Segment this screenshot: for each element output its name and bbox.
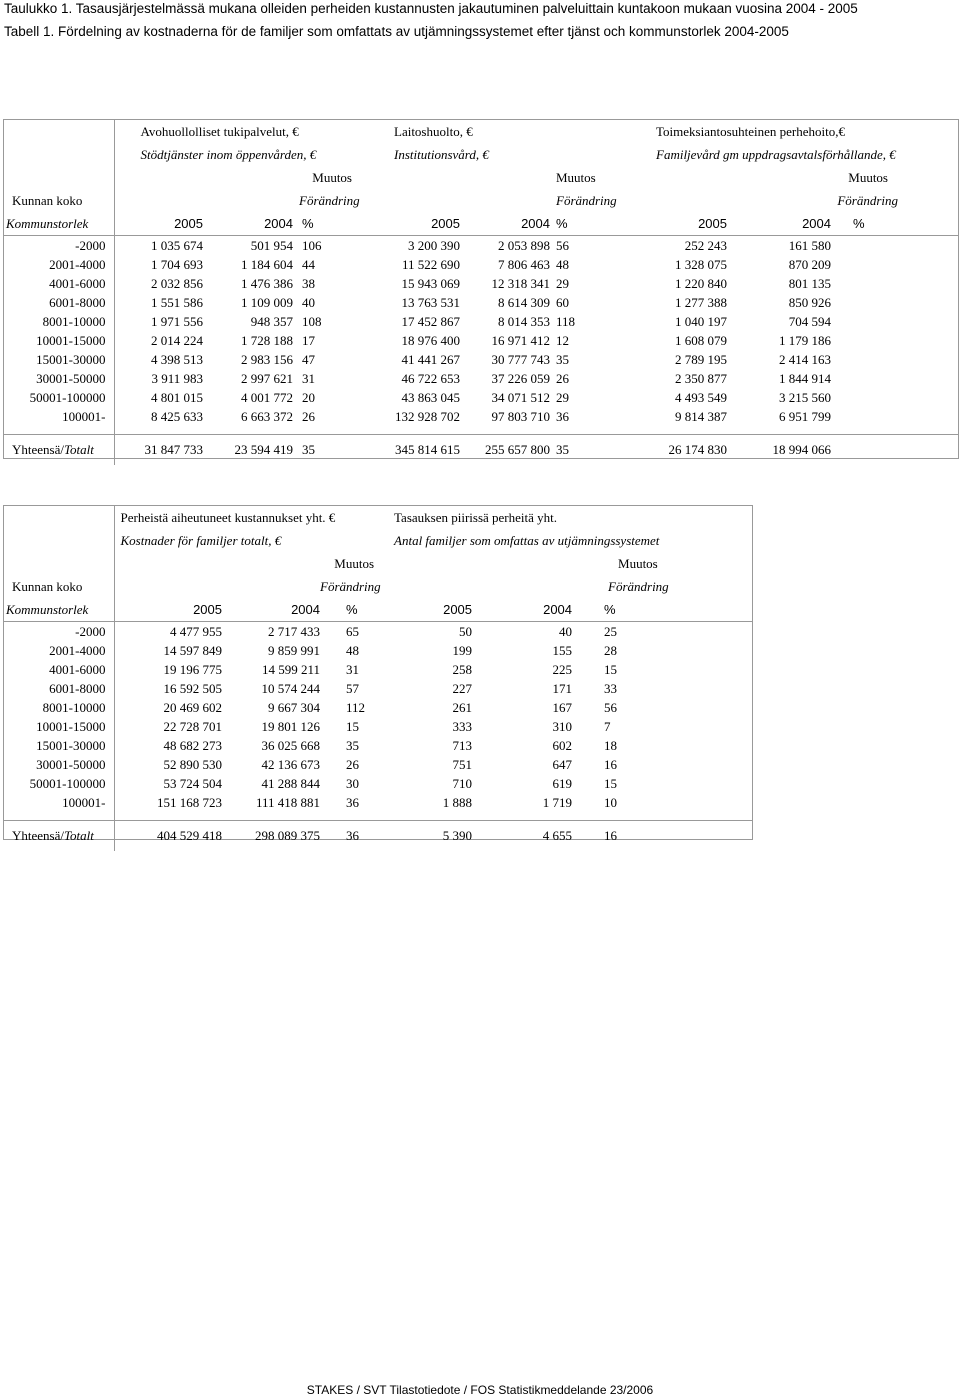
total-change-percent-cell: 16 xyxy=(590,821,752,852)
value-cell: 40 xyxy=(559,624,573,639)
value-cell: 151 168 723 xyxy=(157,795,222,810)
value-cell: 48 682 273 xyxy=(163,738,222,753)
value-cell: 8 614 309 xyxy=(498,295,550,310)
forandring-label-2: Förändring xyxy=(556,193,617,208)
table-row xyxy=(4,717,752,736)
table-row xyxy=(4,274,958,293)
value-cell: 647 xyxy=(552,757,573,772)
value-cell: 4 477 955 xyxy=(170,624,222,639)
group-header-fi-1: Perheistä aiheutuneet kustannukset yht. € xyxy=(120,510,336,525)
size-class-cell: 6001-8000 xyxy=(4,293,114,312)
value-cell: 46 722 653 xyxy=(401,371,460,386)
value-cell: 751 xyxy=(452,757,473,772)
total-label xyxy=(4,821,114,852)
value-cell: 199 xyxy=(452,643,473,658)
value-cell: 252 243 xyxy=(684,238,727,253)
value-cell: 11 522 690 xyxy=(401,257,460,272)
total-label-sv: Totalt xyxy=(63,442,94,457)
value-cell: 1 476 386 xyxy=(241,276,293,291)
value-cell: 870 209 xyxy=(788,257,831,272)
size-class-cell: -2000 xyxy=(4,236,114,256)
change-percent-cell: 26 xyxy=(302,409,315,424)
value-cell: 10 574 244 xyxy=(261,681,320,696)
year-2005-header: 2005 xyxy=(114,598,222,622)
total-label-sv: Totalt xyxy=(63,828,94,843)
group-header-fi-2: Laitoshuolto, € xyxy=(394,124,473,139)
percent-header: % xyxy=(299,212,356,236)
year-2005-header: 2005 xyxy=(608,212,733,236)
percent-header: % xyxy=(590,598,752,622)
change-percent-cell: 56 xyxy=(604,700,618,715)
total-label-fi: Yhteensä/ xyxy=(12,442,64,457)
value-cell: 9 859 991 xyxy=(268,643,320,658)
value-cell: 310 xyxy=(552,719,573,734)
value-cell: 1 035 674 xyxy=(151,238,203,253)
total-row xyxy=(4,435,958,466)
value-cell: 12 318 341 xyxy=(491,276,550,291)
value-cell: 1 184 604 xyxy=(241,257,293,272)
year-2004-header: 2004 xyxy=(466,212,556,236)
size-class-cell: 50001-100000 xyxy=(4,774,114,793)
size-class-cell: 8001-10000 xyxy=(4,312,114,331)
table-row xyxy=(4,331,958,350)
change-percent-cell: 118 xyxy=(556,314,576,329)
value-cell: 1 719 xyxy=(542,795,573,810)
change-percent-cell xyxy=(833,312,958,331)
value-cell: 2 414 163 xyxy=(779,352,831,367)
change-percent-cell: 35 xyxy=(346,738,359,753)
value-cell: 1 608 079 xyxy=(675,333,727,348)
total-value-cell: 298 089 375 xyxy=(222,821,320,852)
table-row xyxy=(4,350,958,369)
total-value-cell: 5 390 xyxy=(390,821,490,852)
value-cell: 2 717 433 xyxy=(268,624,320,639)
value-cell: 948 357 xyxy=(250,314,293,329)
page-footer: STAKES / SVT Tilastotiedote / FOS Statistikmeddelande 23/2006 xyxy=(306,1383,654,1397)
total-value-cell: 4 655 xyxy=(490,821,590,852)
kunnan-koko-label: Kunnan koko xyxy=(4,189,114,212)
table-row xyxy=(4,407,958,426)
value-cell: 1 888 xyxy=(442,795,473,810)
size-class-cell: 100001- xyxy=(4,407,114,426)
group-header-sv-1: Kostnader för familjer totalt, € xyxy=(120,533,282,548)
kommunstorlek-label: Kommunstorlek xyxy=(4,598,114,622)
value-cell: 97 803 710 xyxy=(491,409,550,424)
change-percent-cell: 106 xyxy=(302,238,322,253)
change-percent-cell: 18 xyxy=(604,738,618,753)
size-class-cell: 10001-15000 xyxy=(4,717,114,736)
value-cell: 3 911 983 xyxy=(151,371,203,386)
kommunstorlek-label: Kommunstorlek xyxy=(4,212,114,236)
year-2004-header: 2004 xyxy=(222,598,320,622)
value-cell: 18 976 400 xyxy=(401,333,460,348)
value-cell: 1 328 075 xyxy=(675,257,727,272)
table-title-swedish: Tabell 1. Fördelning av kostnaderna för de familjer som omfattats av utjämningssystemet efter tjänst och kommunstorlek 2004-2005 xyxy=(4,24,789,39)
percent-header: % xyxy=(833,212,958,236)
change-percent-cell: 20 xyxy=(302,390,315,405)
change-percent-cell: 12 xyxy=(556,333,569,348)
value-cell: 7 806 463 xyxy=(498,257,550,272)
size-class-cell: 15001-30000 xyxy=(4,350,114,369)
change-percent-cell xyxy=(833,274,958,293)
change-percent-cell xyxy=(833,293,958,312)
value-cell: 36 025 668 xyxy=(261,738,320,753)
size-class-cell: 4001-6000 xyxy=(4,660,114,679)
value-cell: 6 951 799 xyxy=(779,409,831,424)
forandring-label-3: Förändring xyxy=(837,193,898,208)
table-row xyxy=(4,679,752,698)
value-cell: 8 014 353 xyxy=(498,314,550,329)
muutos-label-1: Muutos xyxy=(312,170,352,185)
value-cell: 30 777 743 xyxy=(491,352,550,367)
table-1 xyxy=(3,119,959,459)
table-row xyxy=(4,293,958,312)
size-class-cell: 10001-15000 xyxy=(4,331,114,350)
year-2005-header: 2005 xyxy=(114,212,209,236)
value-cell: 16 971 412 xyxy=(491,333,550,348)
change-percent-cell: 56 xyxy=(556,238,569,253)
value-cell: 111 418 881 xyxy=(255,795,320,810)
value-cell: 4 801 015 xyxy=(151,390,203,405)
group-header-sv-1: Stödtjänster inom öppenvården, € xyxy=(140,147,317,162)
group-header-sv-2: Institutionsvård, € xyxy=(394,147,489,162)
size-class-cell: 100001- xyxy=(4,793,114,812)
table-row xyxy=(4,736,752,755)
change-percent-cell: 40 xyxy=(302,295,315,310)
group-header-sv-3: Familjevård gm uppdragsavtalsförhållande, € xyxy=(656,147,896,162)
total-value-cell: 404 529 418 xyxy=(114,821,222,852)
value-cell: 4 398 513 xyxy=(151,352,203,367)
value-cell: 22 728 701 xyxy=(163,719,222,734)
change-percent-cell: 57 xyxy=(346,681,359,696)
value-cell: 1 728 188 xyxy=(241,333,293,348)
change-percent-cell: 30 xyxy=(346,776,359,791)
size-class-cell: 2001-4000 xyxy=(4,641,114,660)
total-change-percent-cell: 35 xyxy=(556,435,608,466)
value-cell: 1 551 586 xyxy=(151,295,203,310)
total-row xyxy=(4,821,752,852)
value-cell: 1 971 556 xyxy=(151,314,203,329)
value-cell: 20 469 602 xyxy=(163,700,222,715)
change-percent-cell: 15 xyxy=(604,662,618,677)
value-cell: 225 xyxy=(552,662,573,677)
value-cell: 8 425 633 xyxy=(151,409,203,424)
year-2005-header: 2005 xyxy=(356,212,466,236)
value-cell: 14 597 849 xyxy=(163,643,222,658)
value-cell: 41 441 267 xyxy=(401,352,460,367)
value-cell: 1 040 197 xyxy=(675,314,727,329)
value-cell: 50 xyxy=(459,624,473,639)
value-cell: 602 xyxy=(552,738,573,753)
value-cell: 4 001 772 xyxy=(241,390,293,405)
change-percent-cell xyxy=(833,236,958,256)
value-cell: 161 580 xyxy=(788,238,831,253)
year-2004-header: 2004 xyxy=(733,212,833,236)
change-percent-cell xyxy=(833,407,958,426)
value-cell: 3 215 560 xyxy=(779,390,831,405)
value-cell: 2 789 195 xyxy=(675,352,727,367)
change-percent-cell xyxy=(833,331,958,350)
size-class-cell: 30001-50000 xyxy=(4,755,114,774)
size-class-cell: 30001-50000 xyxy=(4,369,114,388)
value-cell: 9 814 387 xyxy=(675,409,727,424)
total-change-percent-cell xyxy=(833,435,958,466)
value-cell: 713 xyxy=(452,738,473,753)
value-cell: 171 xyxy=(552,681,573,696)
table-title-finnish: Taulukko 1. Tasausjärjestelmässä mukana olleiden perheiden kustannusten jakautuminen palveluittain kuntakoon mukaan vuosina 2004 - 2005 xyxy=(4,1,858,16)
change-percent-cell: 48 xyxy=(346,643,359,658)
value-cell: 4 493 549 xyxy=(675,390,727,405)
table-row xyxy=(4,774,752,793)
table-row xyxy=(4,698,752,717)
table-row xyxy=(4,388,958,407)
size-class-cell: 4001-6000 xyxy=(4,274,114,293)
value-cell: 155 xyxy=(552,643,573,658)
value-cell: 2 983 156 xyxy=(241,352,293,367)
change-percent-cell: 48 xyxy=(556,257,569,272)
table-row xyxy=(4,312,958,331)
table-row xyxy=(4,660,752,679)
table-row xyxy=(4,369,958,388)
change-percent-cell: 108 xyxy=(302,314,322,329)
value-cell: 52 890 530 xyxy=(163,757,222,772)
value-cell: 2 032 856 xyxy=(151,276,203,291)
value-cell: 15 943 069 xyxy=(401,276,460,291)
value-cell: 37 226 059 xyxy=(491,371,550,386)
table-row xyxy=(4,236,958,256)
change-percent-cell: 33 xyxy=(604,681,618,696)
value-cell: 1 220 840 xyxy=(675,276,727,291)
value-cell: 17 452 867 xyxy=(401,314,460,329)
total-value-cell: 26 174 830 xyxy=(608,435,733,466)
value-cell: 333 xyxy=(452,719,473,734)
size-class-cell: 6001-8000 xyxy=(4,679,114,698)
year-2004-header: 2004 xyxy=(209,212,299,236)
change-percent-cell: 16 xyxy=(604,757,618,772)
change-percent-cell: 7 xyxy=(604,719,611,734)
kunnan-koko-label: Kunnan koko xyxy=(4,575,114,598)
value-cell: 258 xyxy=(452,662,473,677)
size-class-cell: 2001-4000 xyxy=(4,255,114,274)
change-percent-cell xyxy=(833,369,958,388)
value-cell: 710 xyxy=(452,776,473,791)
change-percent-cell: 44 xyxy=(302,257,315,272)
value-cell: 13 763 531 xyxy=(401,295,460,310)
total-value-cell: 18 994 066 xyxy=(733,435,833,466)
value-cell: 850 926 xyxy=(788,295,831,310)
value-cell: 1 277 388 xyxy=(675,295,727,310)
value-cell: 2 014 224 xyxy=(151,333,203,348)
total-value-cell: 255 657 800 xyxy=(466,435,556,466)
change-percent-cell: 29 xyxy=(556,276,569,291)
change-percent-cell: 15 xyxy=(346,719,359,734)
value-cell: 261 xyxy=(452,700,473,715)
change-percent-cell: 26 xyxy=(556,371,569,386)
change-percent-cell: 26 xyxy=(346,757,359,772)
change-percent-cell: 31 xyxy=(346,662,359,677)
muutos-label-2: Muutos xyxy=(618,556,658,571)
group-header-fi-3: Toimeksiantosuhteinen perhehoito,€ xyxy=(656,124,845,139)
value-cell: 619 xyxy=(552,776,573,791)
year-2005-header: 2005 xyxy=(390,598,490,622)
table-row xyxy=(4,622,752,642)
value-cell: 1 844 914 xyxy=(779,371,831,386)
group-header-sv-2: Antal familjer som omfattas av utjämningssystemet xyxy=(394,533,660,548)
value-cell: 1 179 186 xyxy=(779,333,831,348)
value-cell: 53 724 504 xyxy=(163,776,222,791)
value-cell: 19 196 775 xyxy=(163,662,222,677)
value-cell: 2 350 877 xyxy=(675,371,727,386)
change-percent-cell: 36 xyxy=(556,409,569,424)
table-row xyxy=(4,755,752,774)
size-class-cell: 50001-100000 xyxy=(4,388,114,407)
value-cell: 16 592 505 xyxy=(163,681,222,696)
value-cell: 2 053 898 xyxy=(498,238,550,253)
value-cell: 41 288 844 xyxy=(261,776,320,791)
change-percent-cell xyxy=(833,255,958,274)
group-header-fi-2: Tasauksen piirissä perheitä yht. xyxy=(394,510,558,525)
value-cell: 34 071 512 xyxy=(491,390,550,405)
muutos-label-3: Muutos xyxy=(848,170,888,185)
change-percent-cell: 35 xyxy=(556,352,569,367)
total-change-percent-cell: 36 xyxy=(320,821,390,852)
size-class-cell: 15001-30000 xyxy=(4,736,114,755)
change-percent-cell xyxy=(833,388,958,407)
value-cell: 167 xyxy=(552,700,573,715)
total-change-percent-cell: 35 xyxy=(299,435,356,466)
size-class-cell: -2000 xyxy=(4,622,114,642)
table-row xyxy=(4,255,958,274)
forandring-label-1: Förändring xyxy=(299,193,360,208)
value-cell: 43 863 045 xyxy=(401,390,460,405)
change-percent-cell: 36 xyxy=(346,795,359,810)
table-row xyxy=(4,641,752,660)
table-2 xyxy=(3,505,753,843)
value-cell: 801 135 xyxy=(788,276,831,291)
value-cell: 2 997 621 xyxy=(241,371,293,386)
percent-header: % xyxy=(320,598,390,622)
muutos-label-2: Muutos xyxy=(556,170,596,185)
value-cell: 9 667 304 xyxy=(268,700,320,715)
change-percent-cell: 10 xyxy=(604,795,618,810)
value-cell: 1 704 693 xyxy=(151,257,203,272)
value-cell: 3 200 390 xyxy=(408,238,460,253)
value-cell: 19 801 126 xyxy=(261,719,320,734)
forandring-label-2: Förändring xyxy=(608,579,669,594)
value-cell: 704 594 xyxy=(788,314,831,329)
total-value-cell: 23 594 419 xyxy=(209,435,299,466)
change-percent-cell: 25 xyxy=(604,624,618,639)
change-percent-cell: 47 xyxy=(302,352,315,367)
group-header-fi-1: Avohuollolliset tukipalvelut, € xyxy=(140,124,299,139)
value-cell: 501 954 xyxy=(250,238,293,253)
change-percent-cell: 65 xyxy=(346,624,359,639)
value-cell: 1 109 009 xyxy=(241,295,293,310)
change-percent-cell: 29 xyxy=(556,390,569,405)
year-2004-header: 2004 xyxy=(490,598,590,622)
change-percent-cell: 60 xyxy=(556,295,569,310)
value-cell: 132 928 702 xyxy=(395,409,460,424)
change-percent-cell: 17 xyxy=(302,333,315,348)
value-cell: 14 599 211 xyxy=(261,662,320,677)
value-cell: 42 136 673 xyxy=(261,757,320,772)
total-value-cell: 31 847 733 xyxy=(114,435,209,466)
change-percent-cell: 28 xyxy=(604,643,618,658)
forandring-label-1: Förändring xyxy=(320,579,381,594)
size-class-cell: 8001-10000 xyxy=(4,698,114,717)
percent-header: % xyxy=(556,212,608,236)
change-percent-cell: 15 xyxy=(604,776,618,791)
value-cell: 6 663 372 xyxy=(241,409,293,424)
value-cell: 227 xyxy=(452,681,473,696)
change-percent-cell xyxy=(833,350,958,369)
total-label-fi: Yhteensä/ xyxy=(12,828,64,843)
change-percent-cell: 112 xyxy=(346,700,366,715)
change-percent-cell: 38 xyxy=(302,276,315,291)
muutos-label-1: Muutos xyxy=(334,556,375,571)
change-percent-cell: 31 xyxy=(302,371,315,386)
total-label xyxy=(4,435,114,466)
total-value-cell: 345 814 615 xyxy=(356,435,466,466)
table-row xyxy=(4,793,752,812)
